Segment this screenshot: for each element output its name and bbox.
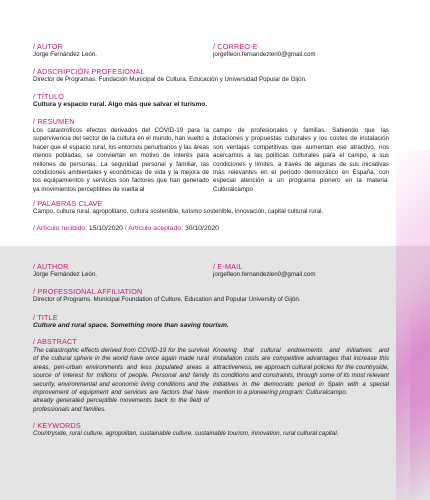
keywords-label-en: / KEYWORDS [33,421,81,430]
abstract-label: / RESUMEN [33,117,75,126]
email-value-en[interactable]: jorgefleon.fernandezlen0@gmail.com [213,271,316,278]
abstract-label-en: / ABSTRACT [33,337,77,346]
keywords-label: / PALABRAS CLAVE [33,199,103,208]
title-value: Cultura y espacio rural. Algo más que salvar el turismo. [33,101,208,108]
dates-line [33,225,219,232]
abstract-column-2: campo de profesionales y familias. Sabiendo que las dotaciones y propuestas culturales y los costes de instalación son ventajas competitivas que aumentan ese atractivo, nos acercamos a las políticas culturales para el campo, a sus condiciones y límites, a través de algunas de sus iniciativas más relevantes en el período democrático en España, con especial atención a un programa pionero en la materia: Culturalcampo [213,127,389,193]
abstract-column-2-en: Knowing that cultural endowments and initiatives and installation costs are competitive advantages that increase this attractiveness, we approach cultural policies for the countryside, its conditions and constraints, through some of its most relevant initiatives in the democratic period in Spain with a special mention to a pioneering program: Culturalcampo. [213,347,389,397]
email-label-en: / E-MAIL [213,262,243,271]
affiliation-value: Director de Programas. Fundación Municipal de Cultura, Educación y Universidad Popular de Gijón. [33,76,307,83]
author-label: / AUTOR [33,42,64,51]
abstract-column-1: Los catastróficos efectos derivados del COVID-19 para la supervivencia del sector de la cultura en el mundo, han vuelto a hacer que el espacio rural, los entornos periurbanos y las áreas menos pobladas, se conviertan en motivo de interés para millones de personas. La seguridad personal y familiar, las condiciones ambientales y económicas de vida y la mejora de los equipamientos y servicios son factores que han generado ya movimientos perceptibles de vuelta al [33,127,209,193]
email-value[interactable]: jorgefleon.fernandezlen0@gmail.com [213,51,316,58]
accepted-label: / Artículo aceptado: [124,225,184,232]
affiliation-label: / ADSCRIPCIÓN PROFESIONAL [33,67,145,76]
title-label-en: / TITLE [33,313,58,322]
affiliation-value-en: Director of Programs. Municipal Foundation of Culture, Education and Popular University of Gijón. [33,296,301,303]
affiliation-label-en: / PROFESSIONAL AFFILIATION [33,287,143,296]
author-value: Jorge Fernández León. [33,51,97,58]
received-label: / Artículo recibido: [33,225,88,232]
abstract-column-1-en: The catastrophic effects derived from COVID-19 for the survival of the cultural sphere in the world have once again made rural areas, peri-urban environments and less populated areas a source of interest for millions of people. Personal and family security, environmental and economic living conditions and the improvement of equipment and services are factors that have already generated perceptible movements back to the field of professionals and families. [33,347,209,413]
received-value: 15/10/2020 [88,225,123,232]
title-label: / TÍTULO [33,92,65,101]
keywords-value-en: Countryside, rural culture, agropolitan, sustainable culture, sustainable tourism, innovation, rural cultural capital. [33,430,339,437]
keywords-value: Campo, cultura rural, agropolitano, cultura sostenible, turismo sostenible, innovación, capital cultural rural. [33,208,324,215]
author-label-en: / AUTHOR [33,262,69,271]
decorative-gradient-secondary [410,300,430,500]
email-label: / CORREO-E [213,42,258,51]
author-value-en: Jorge Fernández León. [33,271,97,278]
title-value-en: Culture and rural space. Something more than saving tourism. [33,322,229,329]
accepted-value: 30/10/2020 [184,225,219,232]
